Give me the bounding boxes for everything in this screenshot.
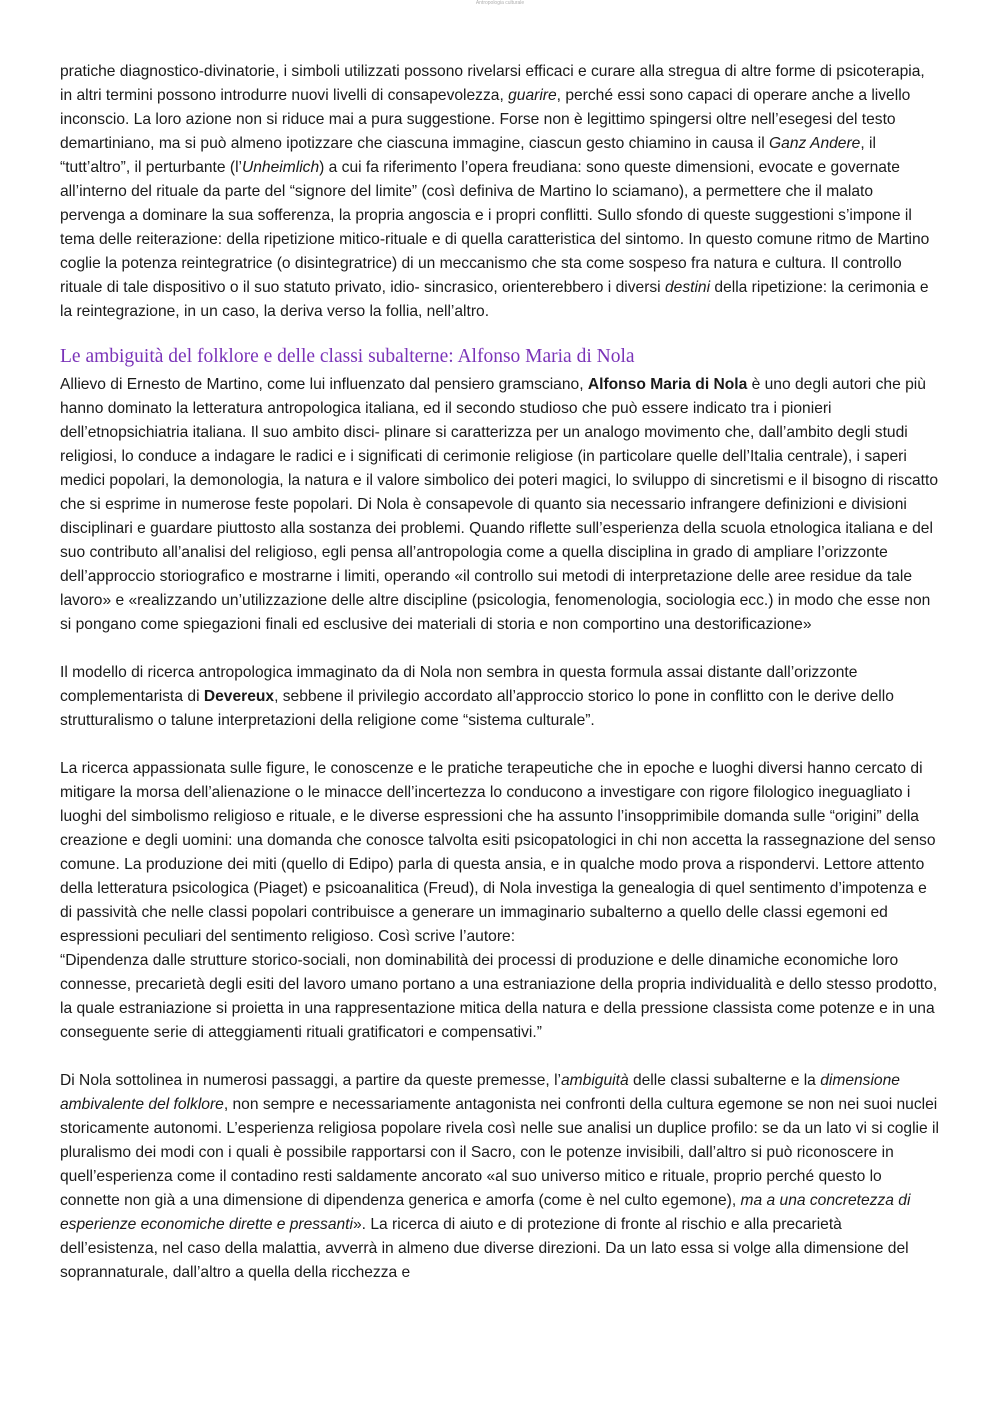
text-run: Il modello di ricerca antropologica immaginato da di Nola non sembra in questa formula assai distante dall’orizzonte complementarista di	[60, 664, 858, 705]
emphasis-guarire: guarire	[508, 87, 557, 104]
emphasis-quote-concretezza: ma a una concretezza di esperienze economiche dirette e pressanti	[60, 1192, 911, 1233]
bold-author-name: Alfonso Maria di Nola	[587, 376, 748, 393]
text-run: Allievo di Ernesto de Martino, come lui influenzato dal pensiero gramsciano,	[60, 376, 588, 393]
bold-devereux: Devereux	[203, 688, 275, 705]
paragraph-research	[60, 757, 940, 949]
emphasis-dimensione-ambivalente: dimensione ambivalente del folklore	[60, 1072, 900, 1113]
text-run: , il “tutt’altro”, il perturbante (l’	[60, 135, 876, 176]
text-run: , non sempre e necessariamente antagonista nei confronti della cultura egemone se non nei suoi nuclei storicamente autonomi. L’esperienza religiosa popolare rivela così nelle sue analisi un duplice profilo: se da un lato vi si coglie il pluralismo dei modi con i quali è possibile rapportarsi con il Sacro, con le potenze invisibili, dall’altro si può riconoscere in quell’esperienza come il contadino resti saldamente ancorato «al suo universo mitico e rituale, proprio perché questo lo connette non già a una dimensione di dipendenza generica e amorfa (come è nel culto egemone),	[60, 1096, 939, 1209]
emphasis-ambiguita: ambiguità	[561, 1072, 629, 1089]
text-run: della ripetizione: la cerimonia e la reintegrazione, in un caso, la deriva verso la follia, nell’altro.	[60, 279, 929, 320]
text-run: , perché essi sono capaci di operare anche a livello inconscio. La loro azione non si riduce mai a pura suggestione. Forse non è legittimo spingersi oltre nell’esegesi del testo demartiniano, ma si può almeno ipotizzare che ciascuna immagine, ciascun gesto chiamino in causa il	[60, 87, 911, 152]
text-run: pratiche diagnostico-divinatorie, i simboli utilizzati possono rivelarsi efficaci e curare alla stregua di altre forme di psicoterapia, in altri termini possono introdurre nuovi livelli di consapevolezza,	[60, 63, 925, 104]
text-run: Di Nola sottolinea in numerosi passaggi, a partire da queste premesse, l’	[60, 1072, 561, 1089]
text-run: delle classi subalterne e la	[628, 1072, 821, 1089]
page-header: Antropologia culturale	[475, 0, 525, 6]
text-run: , sebbene il privilegio accordato all’approccio storico lo pone in conflitto con le derive dello strutturalismo o talune interpretazioni della religione come “sistema culturale”.	[60, 688, 894, 729]
paragraph-di-nola-intro	[60, 373, 940, 637]
text-run: ». La ricerca di aiuto e di protezione di fronte al rischio e alla precarietà dell’esistenza, nel caso della malattia, avverrà in almeno due diverse direzioni. Da un lato essa si volge alla dimensione del soprannaturale, dall’altro a quella della ricchezza e	[60, 1216, 909, 1281]
text-run: è uno degli autori che più hanno dominato la letteratura antropologica italiana, ed il secondo studioso che può essere indicato tra i pionieri dell’etnopsichiatria italiana. Il suo ambito disci- plinare si caratterizza per un analogo movimento che, dall’ambito degli studi religiosi, lo conduce a indagare le radici e i significati di cerimonie religiose (in particolare quelle dell’Italia centrale), i saperi medici popolari, la demonologia, la natura e il valore simbolico dei poteri magici, lo sviluppo di sincretismi e il bisogno di riscatto che si esprime in numerose feste popolari. Di Nola è consapevole di quanto sia necessario infrangere definizioni e divisioni disciplinari e guardare piuttosto alla sostanza dei problemi. Quando riflette sull’esperienza della scuola etnologica italiana e del suo contributo all’analisi del religioso, egli pensa all’antropologia come a quella disciplina in grado di ampliare l’orizzonte dell’approccio storiografico e mostrarne i limiti, operando «il controllo sui metodi di interpretazione delle aree residue da tale lavoro» e «realizzando un’utilizzazione delle altre discipline (psicologia, fenomenologia, sociologia ecc.) in modo che esse non si pongano come spiegazioni finali ed esclusive dei materiali di storia e non comportino una destorificazione»	[60, 376, 939, 633]
paragraph-ambiguity	[60, 1069, 940, 1285]
section-heading: Le ambiguità del folklore e delle classi subalterne: Alfonso Maria di Nola	[60, 346, 635, 367]
emphasis-destini: destini	[664, 279, 711, 296]
emphasis-ganz-andere: Ganz Andere	[769, 135, 861, 152]
quote-block: “Dipendenza dalle strutture storico-sociali, non dominabilità dei processi di produzione e delle dinamiche economiche loro connesse, precarietà degli esiti del lavoro umano portano a una estraniazione della propria individualità e dello stesso prodotto, la quale estraniazione si proietta in una rappresentazione mitica della natura e della pressione classista come potenze e in una conseguente serie di atteggiamenti rituali gratificatori e compensativi.”	[60, 952, 938, 1041]
emphasis-unheimlich: Unheimlich	[242, 159, 320, 176]
text-run: La ricerca appassionata sulle figure, le conoscenze e le pratiche terapeutiche che in epoche e luoghi diversi hanno cercato di mitigare la morsa dell’alienazione o le minacce dell’incertezza lo conducono a investigare con rigore filologico ineguagliato i luoghi del simbolismo religioso e rituale, e le diverse espressioni che ha assunto l’insopprimibile domanda sulle “origini” della creazione e degli uomini: una domanda che conosce talvolta esiti psicopatologici in chi non accetta la rassegnazione del senso comune. La produzione dei miti (quello di Edipo) parla di questa ansia, e in qualche modo prova a rispondervi. Lettore attento della letteratura psicologica (Piaget) e psicoanalitica (Freud), di Nola investiga la genealogia di quel sentimento d’impotenza e di passività che nelle classi popolari contribuisce a generare un immaginario subalterno a quello delle classi egemoni ed espressioni peculiari del sentimento religioso. Così scrive l’autore:	[60, 760, 936, 945]
paragraph-devereux	[60, 661, 940, 733]
text-run: ) a cui fa riferimento l’opera freudiana: sono queste dimensioni, evocate e governate all’interno del rituale da parte del “signore del limite” (così definiva de Martino lo sciamano), a permettere che il malato pervenga a dominare la sua sofferenza, la propria angoscia e i propri conflitti. Sullo sfondo di queste suggestioni s’impone il tema delle reiterazione: della ripetizione mitico-rituale e di quella caratteristica del sintomo. In questo comune ritmo de Martino coglie la potenza reintegratrice (o disintegratrice) di un meccanismo che sta come sospeso fra natura e cultura. Il controllo rituale di tale dispositivo o il suo statuto privato, idio- sincrasico, orienterebbero i diversi	[60, 159, 930, 296]
paragraph-intro	[60, 60, 940, 324]
